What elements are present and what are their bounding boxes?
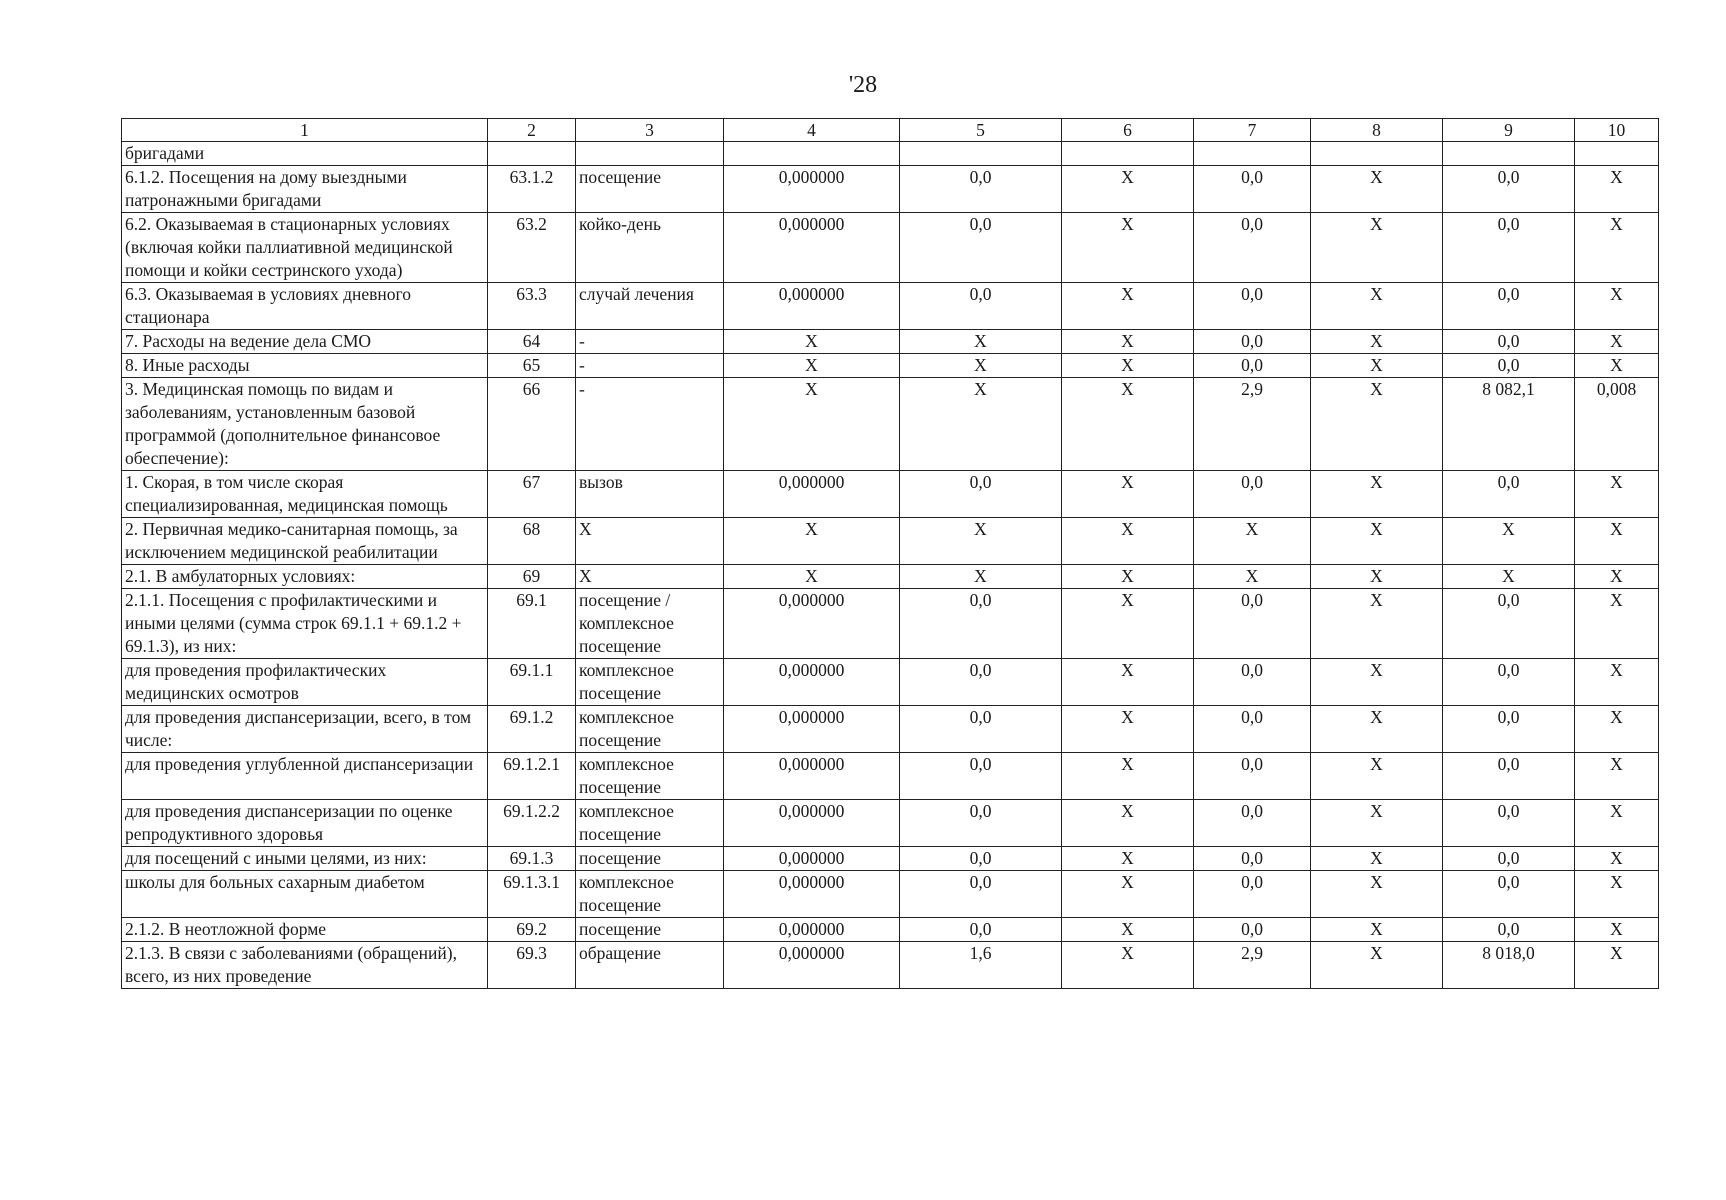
value-cell-col7: 0,0 — [1194, 918, 1311, 942]
value-cell-col4: X — [724, 518, 900, 565]
value-cell-col7: 2,9 — [1194, 378, 1311, 471]
value-cell-col10: X — [1575, 471, 1659, 518]
value-cell-col10: X — [1575, 166, 1659, 213]
row-name-cell: 2. Первичная медико-санитарная помощь, за исключением медицинской реабилитации — [122, 518, 488, 565]
value-cell-col7: 0,0 — [1194, 753, 1311, 800]
value-cell-col8: X — [1311, 213, 1443, 283]
value-cell-col8: X — [1311, 706, 1443, 753]
header-row — [122, 119, 1659, 142]
unit-cell: посещение — [576, 918, 724, 942]
value-cell-col7: 0,0 — [1194, 166, 1311, 213]
value-cell-col4: 0,000000 — [724, 942, 900, 989]
row-number-cell: 69.1.3.1 — [488, 871, 576, 918]
value-cell-col5: 0,0 — [900, 918, 1062, 942]
value-cell-col7: 0,0 — [1194, 330, 1311, 354]
value-cell-col8: X — [1311, 942, 1443, 989]
value-cell-col9: 8 082,1 — [1443, 378, 1575, 471]
unit-cell: X — [576, 518, 724, 565]
row-name-cell: 2.1. В амбулаторных условиях: — [122, 565, 488, 589]
value-cell-col4: X — [724, 330, 900, 354]
value-cell-col9: 0,0 — [1443, 589, 1575, 659]
value-cell-col4: 0,000000 — [724, 753, 900, 800]
table-row — [122, 589, 1659, 659]
column-header: 8 — [1311, 119, 1443, 142]
value-cell-col6: X — [1062, 166, 1194, 213]
value-cell-col9: 0,0 — [1443, 918, 1575, 942]
table-row — [122, 847, 1659, 871]
value-cell-col4: 0,000000 — [724, 847, 900, 871]
unit-cell: X — [576, 565, 724, 589]
value-cell-col7: 2,9 — [1194, 942, 1311, 989]
column-header: 7 — [1194, 119, 1311, 142]
value-cell-col6: X — [1062, 330, 1194, 354]
value-cell-col9: 0,0 — [1443, 871, 1575, 918]
value-cell-col4: 0,000000 — [724, 213, 900, 283]
unit-cell — [576, 142, 724, 166]
unit-cell: - — [576, 330, 724, 354]
value-cell-col4: 0,000000 — [724, 800, 900, 847]
column-header: 1 — [122, 119, 488, 142]
value-cell-col10 — [1575, 142, 1659, 166]
table-row — [122, 942, 1659, 989]
row-number-cell: 69.2 — [488, 918, 576, 942]
value-cell-col4: 0,000000 — [724, 871, 900, 918]
value-cell-col6: X — [1062, 518, 1194, 565]
row-name-cell: 6.1.2. Посещения на дому выездными патронажными бригадами — [122, 166, 488, 213]
row-number-cell — [488, 142, 576, 166]
row-number-cell: 67 — [488, 471, 576, 518]
table-row — [122, 166, 1659, 213]
value-cell-col7: 0,0 — [1194, 471, 1311, 518]
value-cell-col8: X — [1311, 518, 1443, 565]
column-header: 9 — [1443, 119, 1575, 142]
table-row — [122, 471, 1659, 518]
row-number-cell: 69.1.1 — [488, 659, 576, 706]
row-name-cell: для проведения профилактических медицинских осмотров — [122, 659, 488, 706]
table-row — [122, 283, 1659, 330]
value-cell-col5 — [900, 142, 1062, 166]
data-table — [121, 118, 1659, 989]
value-cell-col8: X — [1311, 166, 1443, 213]
value-cell-col5: 0,0 — [900, 589, 1062, 659]
value-cell-col10: X — [1575, 918, 1659, 942]
row-name-cell: 8. Иные расходы — [122, 354, 488, 378]
value-cell-col7: 0,0 — [1194, 871, 1311, 918]
value-cell-col8 — [1311, 142, 1443, 166]
value-cell-col6: X — [1062, 847, 1194, 871]
value-cell-col8: X — [1311, 565, 1443, 589]
unit-cell: комплексное посещение — [576, 753, 724, 800]
unit-cell: посещение / комплексное посещение — [576, 589, 724, 659]
table-row — [122, 142, 1659, 166]
value-cell-col7: X — [1194, 518, 1311, 565]
row-number-cell: 68 — [488, 518, 576, 565]
value-cell-col9: 0,0 — [1443, 753, 1575, 800]
row-number-cell: 69.1.2.1 — [488, 753, 576, 800]
value-cell-col5: 0,0 — [900, 800, 1062, 847]
row-number-cell: 63.3 — [488, 283, 576, 330]
table-row — [122, 565, 1659, 589]
table-row — [122, 753, 1659, 800]
value-cell-col7: 0,0 — [1194, 800, 1311, 847]
value-cell-col6: X — [1062, 942, 1194, 989]
unit-cell: комплексное посещение — [576, 800, 724, 847]
row-name-cell: 6.2. Оказываемая в стационарных условиях (включая койки паллиативной медицинской помощи и койки сестринского ухода) — [122, 213, 488, 283]
column-header: 6 — [1062, 119, 1194, 142]
value-cell-col9: 0,0 — [1443, 847, 1575, 871]
value-cell-col5: 0,0 — [900, 213, 1062, 283]
value-cell-col8: X — [1311, 378, 1443, 471]
row-name-cell: бригадами — [122, 142, 488, 166]
value-cell-col6: X — [1062, 378, 1194, 471]
value-cell-col4: 0,000000 — [724, 471, 900, 518]
value-cell-col7: 0,0 — [1194, 589, 1311, 659]
row-number-cell: 69.3 — [488, 942, 576, 989]
table-row — [122, 330, 1659, 354]
value-cell-col5: 0,0 — [900, 471, 1062, 518]
table-row — [122, 659, 1659, 706]
value-cell-col5: X — [900, 354, 1062, 378]
value-cell-col7: 0,0 — [1194, 706, 1311, 753]
value-cell-col4: 0,000000 — [724, 166, 900, 213]
unit-cell: койко-день — [576, 213, 724, 283]
unit-cell: обращение — [576, 942, 724, 989]
value-cell-col7 — [1194, 142, 1311, 166]
row-number-cell: 65 — [488, 354, 576, 378]
value-cell-col9: 0,0 — [1443, 471, 1575, 518]
unit-cell: комплексное посещение — [576, 706, 724, 753]
value-cell-col5: 0,0 — [900, 659, 1062, 706]
value-cell-col5: 0,0 — [900, 871, 1062, 918]
value-cell-col5: X — [900, 330, 1062, 354]
value-cell-col9: 0,0 — [1443, 213, 1575, 283]
unit-cell: посещение — [576, 166, 724, 213]
value-cell-col8: X — [1311, 589, 1443, 659]
value-cell-col10: X — [1575, 213, 1659, 283]
value-cell-col9: 0,0 — [1443, 706, 1575, 753]
value-cell-col6: X — [1062, 589, 1194, 659]
value-cell-col5: X — [900, 565, 1062, 589]
value-cell-col6: X — [1062, 706, 1194, 753]
value-cell-col9: 0,0 — [1443, 283, 1575, 330]
value-cell-col10: X — [1575, 518, 1659, 565]
value-cell-col6: X — [1062, 659, 1194, 706]
value-cell-col4: 0,000000 — [724, 706, 900, 753]
row-name-cell: 2.1.2. В неотложной форме — [122, 918, 488, 942]
value-cell-col10: X — [1575, 283, 1659, 330]
unit-cell: - — [576, 378, 724, 471]
row-number-cell: 69.1.2 — [488, 706, 576, 753]
value-cell-col8: X — [1311, 283, 1443, 330]
value-cell-col4: X — [724, 565, 900, 589]
value-cell-col7: 0,0 — [1194, 847, 1311, 871]
value-cell-col4 — [724, 142, 900, 166]
unit-cell: вызов — [576, 471, 724, 518]
value-cell-col5: 0,0 — [900, 753, 1062, 800]
value-cell-col4: X — [724, 354, 900, 378]
value-cell-col5: 0,0 — [900, 283, 1062, 330]
table-row — [122, 871, 1659, 918]
value-cell-col7: 0,0 — [1194, 213, 1311, 283]
value-cell-col5: X — [900, 518, 1062, 565]
table-row — [122, 706, 1659, 753]
value-cell-col6: X — [1062, 471, 1194, 518]
unit-cell: комплексное посещение — [576, 659, 724, 706]
column-header: 3 — [576, 119, 724, 142]
value-cell-col9: 0,0 — [1443, 166, 1575, 213]
row-name-cell: для проведения диспансеризации, всего, в том числе: — [122, 706, 488, 753]
value-cell-col4: 0,000000 — [724, 659, 900, 706]
row-name-cell: 2.1.3. В связи с заболеваниями (обращений), всего, из них проведение — [122, 942, 488, 989]
table-body — [122, 142, 1659, 989]
page-number: '28 — [848, 72, 878, 98]
table-row — [122, 518, 1659, 565]
value-cell-col7: 0,0 — [1194, 659, 1311, 706]
row-name-cell: 3. Медицинская помощь по видам и заболеваниям, установленным базовой программой (дополнительное финансовое обеспечение): — [122, 378, 488, 471]
value-cell-col4: X — [724, 378, 900, 471]
row-number-cell: 64 — [488, 330, 576, 354]
table-row — [122, 918, 1659, 942]
value-cell-col9: 0,0 — [1443, 354, 1575, 378]
value-cell-col6: X — [1062, 918, 1194, 942]
value-cell-col10: X — [1575, 847, 1659, 871]
value-cell-col8: X — [1311, 330, 1443, 354]
row-number-cell: 66 — [488, 378, 576, 471]
column-header: 2 — [488, 119, 576, 142]
row-number-cell: 63.2 — [488, 213, 576, 283]
row-name-cell: для посещений с иными целями, из них: — [122, 847, 488, 871]
value-cell-col10: X — [1575, 942, 1659, 989]
value-cell-col4: 0,000000 — [724, 918, 900, 942]
value-cell-col10: X — [1575, 753, 1659, 800]
value-cell-col8: X — [1311, 847, 1443, 871]
value-cell-col8: X — [1311, 871, 1443, 918]
row-name-cell: для проведения диспансеризации по оценке репродуктивного здоровья — [122, 800, 488, 847]
value-cell-col8: X — [1311, 354, 1443, 378]
value-cell-col6: X — [1062, 871, 1194, 918]
value-cell-col9: X — [1443, 565, 1575, 589]
value-cell-col8: X — [1311, 659, 1443, 706]
value-cell-col7: X — [1194, 565, 1311, 589]
value-cell-col8: X — [1311, 800, 1443, 847]
row-name-cell: для проведения углубленной диспансеризации — [122, 753, 488, 800]
row-name-cell: 7. Расходы на ведение дела СМО — [122, 330, 488, 354]
value-cell-col10: X — [1575, 659, 1659, 706]
value-cell-col6: X — [1062, 753, 1194, 800]
value-cell-col10: X — [1575, 871, 1659, 918]
column-header: 5 — [900, 119, 1062, 142]
table-header — [122, 119, 1659, 142]
table-row — [122, 800, 1659, 847]
value-cell-col6: X — [1062, 213, 1194, 283]
unit-cell: комплексное посещение — [576, 871, 724, 918]
value-cell-col5: 0,0 — [900, 166, 1062, 213]
row-name-cell: 1. Скорая, в том числе скорая специализированная, медицинская помощь — [122, 471, 488, 518]
value-cell-col10: 0,008 — [1575, 378, 1659, 471]
value-cell-col9: X — [1443, 518, 1575, 565]
row-number-cell: 69.1 — [488, 589, 576, 659]
value-cell-col7: 0,0 — [1194, 354, 1311, 378]
value-cell-col8: X — [1311, 753, 1443, 800]
value-cell-col6: X — [1062, 354, 1194, 378]
column-header: 4 — [724, 119, 900, 142]
value-cell-col9: 0,0 — [1443, 330, 1575, 354]
value-cell-col7: 0,0 — [1194, 283, 1311, 330]
table-row — [122, 213, 1659, 283]
value-cell-col9: 0,0 — [1443, 800, 1575, 847]
value-cell-col10: X — [1575, 706, 1659, 753]
value-cell-col10: X — [1575, 354, 1659, 378]
value-cell-col4: 0,000000 — [724, 589, 900, 659]
value-cell-col10: X — [1575, 800, 1659, 847]
row-number-cell: 69 — [488, 565, 576, 589]
unit-cell: посещение — [576, 847, 724, 871]
column-header: 10 — [1575, 119, 1659, 142]
value-cell-col9: 0,0 — [1443, 659, 1575, 706]
row-name-cell: 6.3. Оказываемая в условиях дневного стационара — [122, 283, 488, 330]
value-cell-col10: X — [1575, 565, 1659, 589]
table-row — [122, 354, 1659, 378]
value-cell-col5: X — [900, 378, 1062, 471]
row-number-cell: 69.1.2.2 — [488, 800, 576, 847]
value-cell-col5: 0,0 — [900, 706, 1062, 753]
row-number-cell: 63.1.2 — [488, 166, 576, 213]
unit-cell: - — [576, 354, 724, 378]
table-row — [122, 378, 1659, 471]
value-cell-col5: 0,0 — [900, 847, 1062, 871]
value-cell-col10: X — [1575, 589, 1659, 659]
value-cell-col6: X — [1062, 800, 1194, 847]
value-cell-col10: X — [1575, 330, 1659, 354]
value-cell-col9: 8 018,0 — [1443, 942, 1575, 989]
value-cell-col6: X — [1062, 565, 1194, 589]
row-name-cell: школы для больных сахарным диабетом — [122, 871, 488, 918]
value-cell-col4: 0,000000 — [724, 283, 900, 330]
value-cell-col6: X — [1062, 283, 1194, 330]
value-cell-col9 — [1443, 142, 1575, 166]
value-cell-col8: X — [1311, 471, 1443, 518]
value-cell-col5: 1,6 — [900, 942, 1062, 989]
row-number-cell: 69.1.3 — [488, 847, 576, 871]
row-name-cell: 2.1.1. Посещения с профилактическими и иными целями (сумма строк 69.1.1 + 69.1.2 + 69.1.3), из них: — [122, 589, 488, 659]
value-cell-col8: X — [1311, 918, 1443, 942]
unit-cell: случай лечения — [576, 283, 724, 330]
value-cell-col6 — [1062, 142, 1194, 166]
